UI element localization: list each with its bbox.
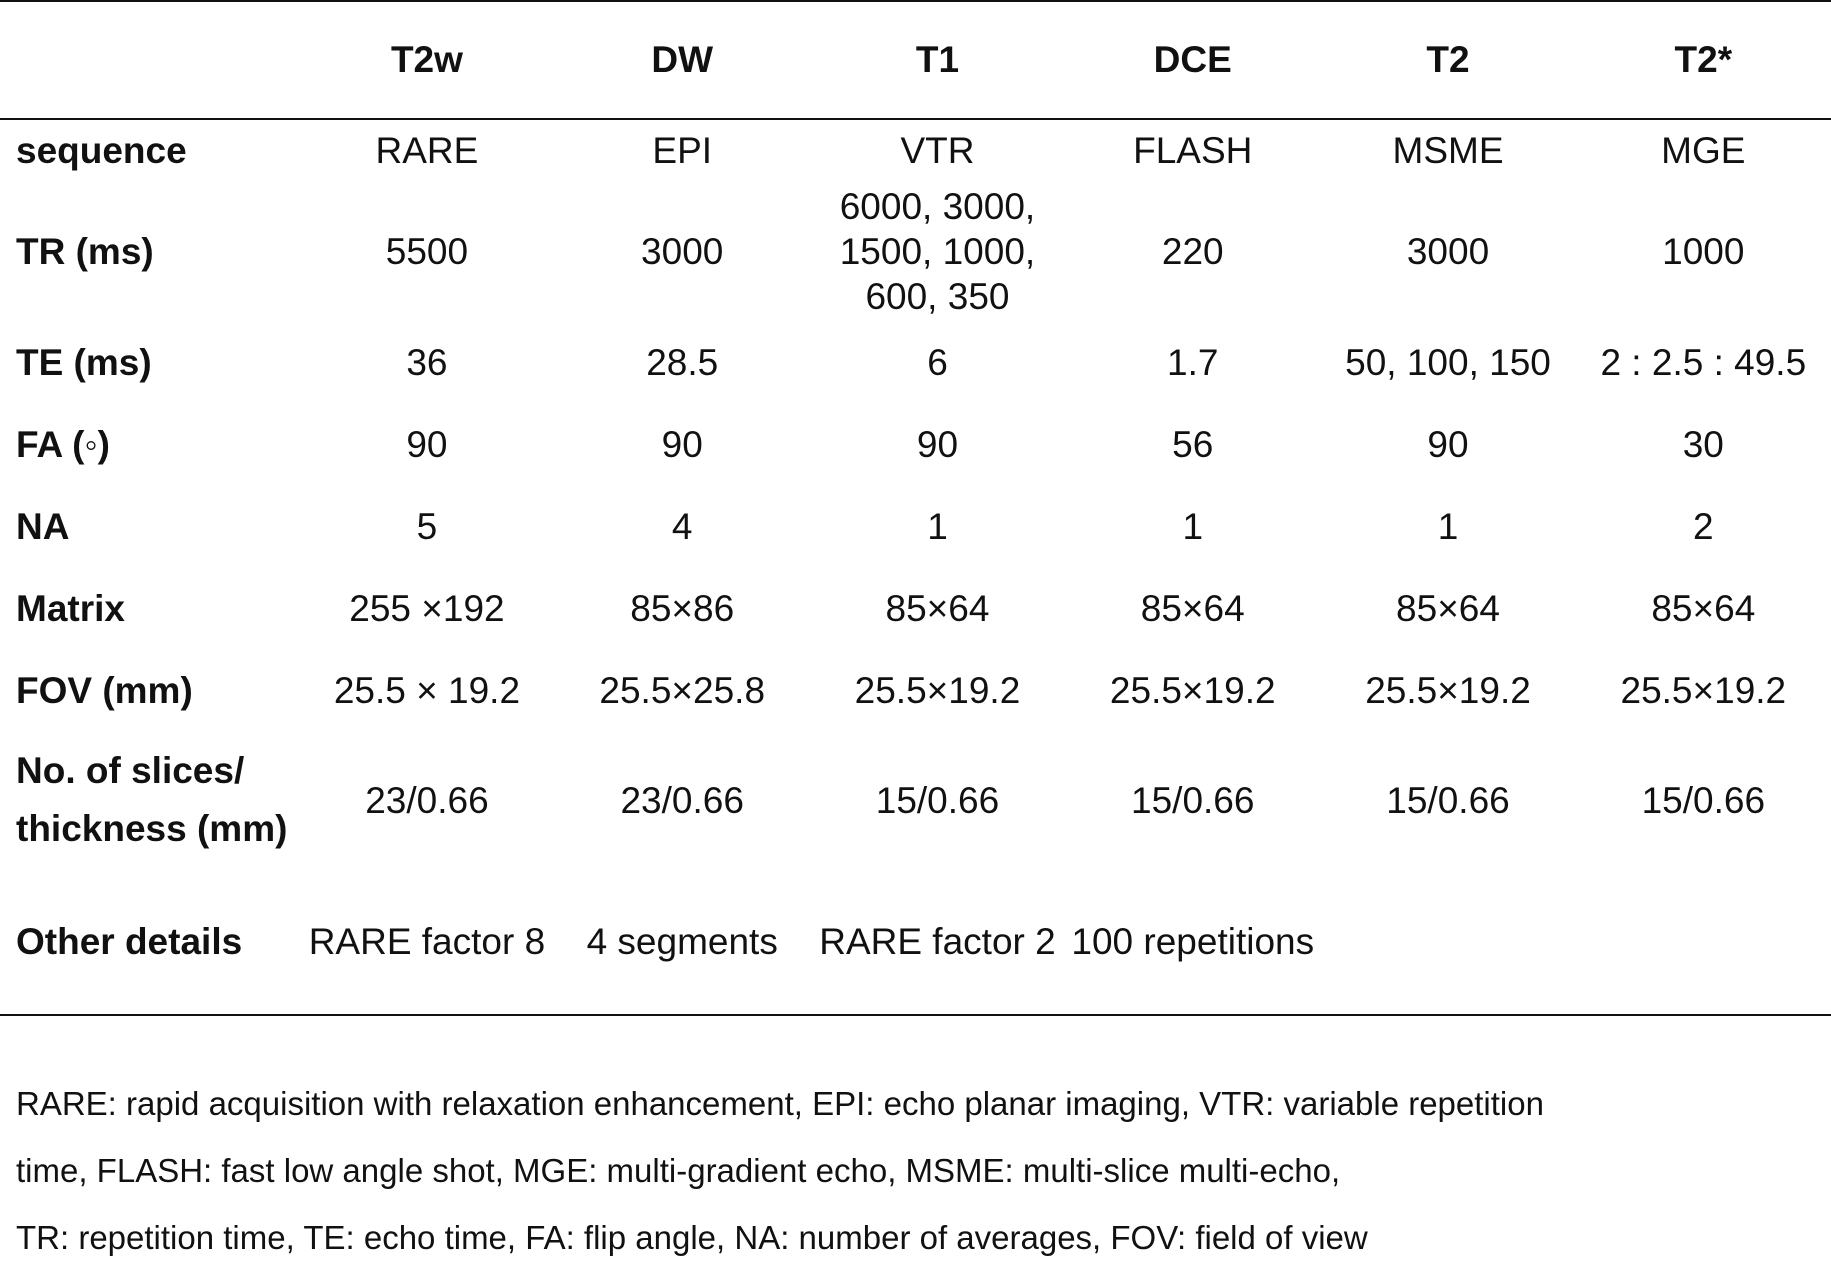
table-row-te bbox=[0, 321, 1831, 403]
column-header-t2: T2 bbox=[1320, 1, 1575, 119]
table-cell: 6000, 3000, 1500, 1000, 600, 350 bbox=[839, 185, 1036, 317]
table-cell: 15/0.66 bbox=[875, 779, 1000, 821]
table-row-na bbox=[0, 485, 1831, 567]
table-cell: VTR bbox=[900, 130, 975, 171]
row-label: Matrix bbox=[16, 587, 125, 629]
table-cell: 15/0.66 bbox=[1386, 779, 1510, 821]
table-cell: 1 bbox=[1437, 505, 1459, 547]
table-header-row bbox=[0, 1, 1831, 119]
column-header-dw: DW bbox=[555, 1, 810, 119]
table-cell: 23/0.66 bbox=[365, 779, 489, 821]
table-row-fov bbox=[0, 649, 1831, 731]
table-cell: 85×64 bbox=[1651, 587, 1756, 629]
table-row-sequence bbox=[0, 119, 1831, 181]
column-header-t2star: T2* bbox=[1576, 1, 1831, 119]
table-cell: 2 : 2.5 : 49.5 bbox=[1600, 341, 1807, 383]
table-cell bbox=[1576, 869, 1831, 1015]
table-cell: 100 repetitions bbox=[1065, 869, 1320, 1015]
table-cell: 3000 bbox=[1406, 230, 1490, 272]
table-row-matrix bbox=[0, 567, 1831, 649]
table-row-tr bbox=[0, 181, 1831, 321]
table-cell: 90 bbox=[406, 423, 448, 465]
table-cell: 25.5 × 19.2 bbox=[333, 669, 521, 711]
table-row-fa bbox=[0, 403, 1831, 485]
table-cell: 50, 100, 150 bbox=[1345, 341, 1551, 383]
corner-cell bbox=[0, 1, 299, 119]
table-cell: FLASH bbox=[1133, 130, 1253, 171]
column-header-t2w: T2w bbox=[299, 1, 554, 119]
table-cell: 36 bbox=[406, 341, 448, 383]
table-cell: 25.5×19.2 bbox=[854, 669, 1021, 711]
table-cell: 23/0.66 bbox=[620, 779, 744, 821]
table-cell: RARE bbox=[375, 130, 479, 171]
table-cell: 15/0.66 bbox=[1641, 779, 1766, 821]
footnote-line: TR: repetition time, TE: echo time, FA: flip angle, NA: number of averages, FOV: field of view bbox=[16, 1219, 1368, 1256]
column-header-dce: DCE bbox=[1065, 1, 1320, 119]
table-cell: MSME bbox=[1392, 130, 1504, 171]
footnote-line: time, FLASH: fast low angle shot, MGE: multi-gradient echo, MSME: multi-slice multi-echo, bbox=[16, 1152, 1341, 1189]
table-cell: 4 bbox=[671, 505, 693, 547]
row-label: No. of slices/ thickness (mm) bbox=[16, 750, 288, 849]
table-cell: 2 bbox=[1693, 505, 1714, 547]
table-footnote bbox=[16, 1070, 1806, 1271]
table-cell: 5 bbox=[416, 505, 438, 547]
table-cell: 90 bbox=[916, 423, 959, 465]
table-cell: 1 bbox=[1182, 505, 1204, 547]
table-cell: 90 bbox=[661, 423, 703, 465]
table-cell: 85×64 bbox=[885, 587, 990, 629]
table-cell: RARE factor 8 bbox=[299, 869, 554, 1015]
footnote-line: RARE: rapid acquisition with relaxation enhancement, EPI: echo planar imaging, VTR: variable repetition bbox=[16, 1085, 1544, 1122]
row-label: NA bbox=[16, 505, 70, 547]
table-cell: 25.5×25.8 bbox=[599, 669, 766, 711]
row-label: TR (ms) bbox=[16, 230, 154, 272]
row-label: Other details bbox=[0, 869, 299, 1015]
table-row-slices bbox=[0, 731, 1831, 869]
row-label: TE (ms) bbox=[16, 341, 152, 383]
table-cell: 85×64 bbox=[1396, 587, 1500, 629]
table-cell: 30 bbox=[1682, 423, 1724, 465]
table-cell: 15/0.66 bbox=[1131, 779, 1255, 821]
row-label: sequence bbox=[16, 130, 187, 171]
column-header-t1: T1 bbox=[810, 1, 1065, 119]
table-cell: 25.5×19.2 bbox=[1109, 669, 1276, 711]
table-cell: 56 bbox=[1172, 423, 1214, 465]
table-cell: 3000 bbox=[641, 230, 724, 272]
table-cell: 1000 bbox=[1662, 230, 1745, 272]
row-label: FOV (mm) bbox=[16, 669, 193, 711]
table-cell: 25.5×19.2 bbox=[1620, 669, 1787, 711]
table-cell: EPI bbox=[652, 130, 713, 171]
table-cell: 25.5×19.2 bbox=[1365, 669, 1531, 711]
row-label: FA (◦) bbox=[16, 423, 110, 465]
table-cell: 85×64 bbox=[1140, 587, 1245, 629]
table-cell: 4 segments bbox=[555, 869, 810, 1015]
table-cell: 28.5 bbox=[646, 341, 719, 383]
table-cell: 5500 bbox=[385, 230, 469, 272]
table-cell: 90 bbox=[1427, 423, 1469, 465]
table-row-other-details bbox=[0, 869, 1831, 1015]
table-cell: 6 bbox=[927, 341, 948, 383]
table-cell: RARE factor 2 bbox=[810, 869, 1065, 1015]
table-cell: 220 bbox=[1161, 230, 1224, 272]
table-cell: 1.7 bbox=[1167, 341, 1219, 383]
table-cell: 1 bbox=[927, 505, 948, 547]
table-cell: MGE bbox=[1661, 130, 1746, 171]
table-cell bbox=[1320, 869, 1575, 1015]
table-cell: 255 ×192 bbox=[349, 587, 505, 629]
table-cell: 85×86 bbox=[630, 587, 735, 629]
